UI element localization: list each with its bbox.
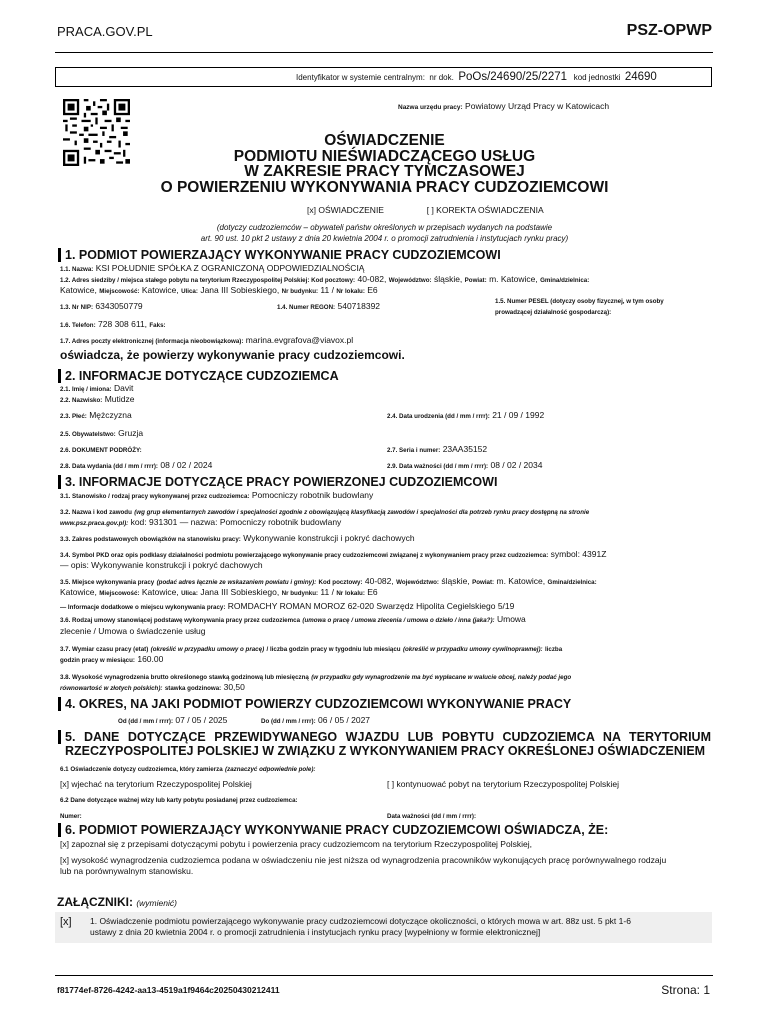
issue-date-value: 08 / 02 / 2024 [160,460,213,470]
hours-label: 3.7. Wymiar czasu pracy (etat) [60,646,149,653]
contract-label: 3.6. Rodzaj umowy stanowiącej podstawę wykonywania pracy przez cudzoziemca [60,617,301,624]
nip-row [60,301,143,313]
additional-info-row [60,601,514,613]
occupation-value: kod: 931301 — nazwa: Pomocniczy robotnik budowlany [130,517,342,527]
employer-name-value: KSI POŁUDNIE SPÓŁKA Z OGRANICZONĄ ODPOWIEDZIALNOŚCIĄ [95,263,365,273]
statement-type [307,205,544,215]
issue-date-label: 2.8. Data wydania (dd / mm / rrrr): [60,463,158,470]
hours-row-2 [60,654,163,666]
expiry-label: 2.9. Data ważności (dd / mm / rrrr): [387,463,489,470]
form-code: PSZ-OPWP [626,22,712,39]
title-line-4: O POWIERZENIU WYKONYWANIA PRACY CUDZOZIEMCOWI [160,178,609,196]
wp-postal: 40-082, [364,576,394,586]
surname-row [60,394,134,406]
contract-hint: (umowa o pracę / umowa zlecenia / umowa o dzieło / inna (jaka?): [302,617,495,624]
section-4-title: 4. OKRES, NA JAKI PODMIOT POWIERZY CUDZOZIEMCOWI WYKONYWANIE PRACY [58,697,571,711]
postal-code: 40-082, [357,274,387,284]
commune: Katowice, [60,285,97,295]
unit-label: Nr lokalu: [336,288,365,295]
top-divider [55,52,713,53]
hours-value: 160.00 [137,654,164,664]
wage-hint: (w przypadku gdy wynagrodzenie ma być wypłacane w walucie obcej, należy podać jego [311,674,572,681]
wp-county: m. Katowice, [496,576,546,586]
pkd-row-2: — opis: Wykonywanie konstrukcji i pokryć dachowych [60,560,263,570]
kod-value: 24690 [624,71,657,83]
citizenship-label: 2.5. Obywatelstwo: [60,431,116,438]
wp-voivodeship-label: Województwo: [396,579,439,586]
period-from-value: 07 / 05 / 2025 [175,715,228,725]
wp-voivodeship: śląskie, [441,576,470,586]
entry-question-label: 6.1 Oświadczenie dotyczy cudzoziemca, który zamierza [60,766,223,773]
title-line-2: PODMIOTU NIEŚWIADCZĄCEGO USŁUG [233,147,536,165]
wp-unit-label: Nr lokalu: [336,590,365,597]
pkd-value: symbol: 4391Z [550,549,607,559]
section-6-title: 6. PODMIOT POWIERZAJĄCY WYKONYWANIE PRACY CUDZOZIEMCOWI OŚWIADCZA, ŻE: [58,823,608,837]
birthdate-label: 2.4. Data urodzenia (dd / mm / rrrr): [387,413,490,420]
kod-label: kod jednostki [573,73,621,82]
wp-county-label: Powiat: [472,579,495,586]
wp-building: 11 / [320,587,334,597]
bottom-divider [55,975,713,976]
id-label: Identyfikator w systemie centralnym: [296,73,425,82]
birthdate-value: 21 / 09 / 1992 [492,410,545,420]
declaration-2-cont: lub na porównywalnym stanowisku. [60,866,194,876]
employer-address-row-2 [60,285,378,297]
sex-row [60,410,132,422]
attachment-line-2: ustawy z dnia 20 kwietnia 2004 r. o promocji zatrudnienia i instytucjach rynku pracy [wypełniony w formie elektronicznej] [90,927,541,937]
period-to-row [261,715,370,727]
section-5-title-line-2: RZECZYPOSPOLITEJ POLSKIEJ W ZWIĄZKU Z WYKONYWANIEM PRACY OKREŚLONEJ OŚWIADCZENIEM [65,744,706,758]
nip-label: 1.3. Nr NIP: [60,304,94,311]
attachments-hint: (wymienić) [136,898,177,908]
pesel-label-2: prowadzącej działalność gospodarczą): [495,309,612,316]
travel-doc-label: 2.6. DOKUMENT PODRÓŻY: [60,447,142,454]
entry-question-row [60,763,315,775]
legal-note-line-2: art. 90 ust. 10 pkt 2 ustawy z dnia 20 kwietnia 2004 r. o promocji zatrudnienia i instytucjach rynku pracy) [200,233,569,243]
site-name: PRACA.GOV.PL [57,24,153,39]
visa-row [60,794,298,806]
position-label: 3.1. Stanowisko / rodzaj pracy wykonywanej przez cudzoziemca: [60,493,250,500]
attachments-heading [57,895,177,909]
occupation-hint: (wg grup elementarnych zawodów i specjalności zgodnie z obowiązującą klasyfikacją zawodów i specjalności dla potrzeb rynku pracy dostępną na stronie [134,509,590,516]
attachment-text [90,916,710,938]
qr-code-icon [63,99,130,166]
option-continue[interactable]: [ ] kontynuować pobyt na terytorium Rzeczypospolitej Polskiej [387,779,619,789]
series-label: 2.7. Seria i numer: [387,447,441,454]
occupation-row-2 [60,517,341,529]
document-hash: f81774ef-8726-4242-aa13-4519a1f9464c20250430212411 [57,985,280,995]
wp-locality: Katowice, [141,587,179,597]
period-to-label: Do (dd / mm / rrrr): [261,718,316,725]
title-line-3: W ZAKRESIE PRACY TYMCZASOWEJ [244,163,525,180]
sex-label: 2.3. Płeć: [60,413,87,420]
attachments-title: ZAŁĄCZNIKI: [57,895,133,909]
visa-number-label: Numer: [60,813,82,820]
email-label: 1.7. Adres poczty elektronicznej (informacja nieobowiązkowa): [60,338,244,345]
id-box [55,67,712,87]
first-name-value: Davit [113,383,134,393]
section-3-title: 3. INFORMACJE DOTYCZĄCE PRACY POWIERZONEJ CUDZOZIEMCOWI [58,475,497,489]
visa-label: 6.2 Dane dotyczące ważnej wizy lub karty pobytu posiadanej przez cudzoziemca: [60,797,298,804]
office-field [398,101,609,111]
check-correction: [ ] KOREKTA OŚWIADCZENIA [426,205,544,215]
issue-date-row [60,460,212,472]
hours-hint-2: (określić w przypadku umowy cywilnoprawnej): [402,646,543,653]
wage-value: 30,50 [223,682,245,692]
voivodeship-label: Województwo: [388,277,432,284]
pesel-label-1: 1.5. Numer PESEL (dotyczy osoby fizycznej, w tym osoby [495,298,664,305]
entry-question-hint: (zaznaczyć odpowiednie pole): [225,766,316,773]
visa-number-row [60,810,82,822]
locality-label: Miejscowość: [99,288,140,295]
legal-note [150,223,619,244]
legal-note-line-1: (dotyczy cudzoziemców – obywateli państw określonych w przepisach wydanych na podstawie [216,223,553,232]
attachment-mark: [x] [60,916,72,928]
citizenship-value: Gruzja [118,428,144,438]
wp-postal-label: Kod pocztowy: [318,579,363,586]
citizenship-row [60,428,143,440]
locality: Katowice, [141,285,179,295]
office-label: Nazwa urzędu pracy: [398,104,463,111]
additional-info-label: — Informacje dodatkowe o miejscu wykonywania pracy: [60,604,226,611]
regon-value: 540718392 [337,301,381,311]
phone-label: 1.6. Telefon: [60,322,96,329]
duties-value: Wykonywanie konstrukcji i pokryć dachowych [243,533,415,543]
contract-row-2: zlecenie / Umowa o świadczenie usług [60,626,206,636]
office-value: Powiatowy Urząd Pracy w Katowicach [465,101,610,111]
wage-label-2: stawka godzinowa: [164,685,222,692]
unit: E6 [367,285,378,295]
sex-value: Mężczyzna [89,410,132,420]
expiry-value: 08 / 02 / 2034 [490,460,543,470]
pesel-row [495,296,664,318]
period-from-label: Od (dd / mm / rrrr): [118,718,174,725]
fax-label: Faks: [149,322,166,329]
phone-row [60,319,166,331]
occupation-label: 3.2. Nazwa i kod zawodu [60,509,132,516]
county: m. Katowice, [489,274,538,284]
hours-label-2: / liczba godzin pracy w tygodniu lub miesiącu [266,646,401,653]
email-row [60,335,353,347]
title-line-1: OŚWIADCZENIE [324,132,445,149]
county-label: Powiat: [464,277,487,284]
hours-hint: (określić w przypadku umowy o pracę) [150,646,265,653]
section-1-title: 1. PODMIOT POWIERZAJĄCY WYKONYWANIE PRACY CUDZOZIEMCOWI [58,248,501,262]
first-name-label: 2.1. Imię / imiona: [60,386,112,393]
attachment-line-1: 1. Oświadczenie podmiotu powierzającego wykonywanie pracy cudzoziemcowi dotyczące okoliczności, o których mowa w art. 88z ust. 5 pkt 1-6 [90,916,631,926]
section-2-title: 2. INFORMACJE DOTYCZĄCE CUDZOZIEMCA [58,369,339,383]
wp-street-label: Ulica: [181,590,198,597]
wage-hint-2: równowartość w złotych polskich): [60,685,163,692]
occupation-hint-2: www.psz.praca.gov.pl): [60,520,129,527]
declares-line: oświadcza, że powierzy wykonywanie pracy cudzoziemcowi. [60,348,405,362]
street: Jana III Sobieskiego, [200,285,280,295]
series-value: 23AA35152 [442,444,488,454]
workplace-hint: (podać adres łącznie ze wskazaniem powiatu i gminy): [156,579,317,586]
email-value: marina.evgrafova@viavox.pl [245,335,354,345]
period-from-row [118,715,227,727]
contract-row-1 [60,614,526,626]
voivodeship: śląskie, [433,274,463,284]
wp-unit: E6 [367,587,378,597]
contract-value: Umowa [496,614,526,624]
wage-label: 3.8. Wysokość wynagrodzenia brutto określonego stawką godzinową lub miesięczną [60,674,309,681]
position-row [60,490,373,502]
workplace-label: 3.5. Miejsce wykonywania pracy [60,579,155,586]
building-label: Nr budynku: [281,288,319,295]
wp-commune-label: Gmina/dzielnica: [547,579,597,586]
additional-info-value: ROMDACHY ROMAN MOROZ 62-020 Swarzędz Hipolita Cegielskiego 5/19 [227,601,515,611]
wage-row-2 [60,682,245,694]
page-number: Strona: 1 [661,983,710,997]
document-title [150,133,619,195]
duties-label: 3.3. Zakres podstawowych obowiązków na stanowisku pracy: [60,536,241,543]
hours-label-4: godzin pracy w miesiącu: [60,657,135,664]
option-enter[interactable]: [x] wjechać na terytorium Rzeczypospolitej Polskiej [60,779,252,789]
section-5-title-line-1: 5. DANE DOTYCZĄCE PRZEWIDYWANEGO WJAZDU LUB POBYTU CUDZOZIEMCA NA TERYTORIUM [65,730,711,744]
wp-commune: Katowice, [60,587,97,597]
series-row [387,444,487,456]
nr-dok-label: nr dok. [429,73,454,82]
regon-row [277,301,380,313]
street-label: Ulica: [181,288,198,295]
wp-locality-label: Miejscowość: [99,590,140,597]
commune-label: Gmina/dzielnica: [540,277,590,284]
wp-building-label: Nr budynku: [281,590,319,597]
period-to-value: 06 / 05 / 2027 [318,715,371,725]
regon-label: 1.4. Numer REGON: [277,304,336,311]
wp-street: Jana III Sobieskiego, [200,587,280,597]
declaration-2: [x] wysokość wynagrodzenia cudzoziemca podana w oświadczeniu nie jest niższa od wynagrodzenia pracowników wykonujących pracę porównywalnego rodzaju [60,855,667,865]
employer-name-label: 1.1. Nazwa: [60,266,94,273]
birthdate-row [387,410,544,422]
pkd-label: 3.4. Symbol PKD oraz opis podklasy działalności podmiotu powierzającego wykonywanie pracy cudzoziemcowi związanej z wykonywaniem pracy przez cudzoziemca: [60,552,549,559]
visa-expiry-row [387,810,476,822]
visa-expiry-label: Data ważności (dd / mm / rrrr): [387,813,477,820]
surname-value: Mutidze [104,394,135,404]
hours-label-3: liczba [544,646,563,653]
position-value: Pomocniczy robotnik budowlany [251,490,374,500]
nip-value: 6343050779 [95,301,143,311]
section-5-title [58,730,711,744]
check-statement: [x] OŚWIADCZENIE [307,205,384,215]
phone-value: 728 308 611, [98,319,148,329]
nr-dok-value: PoOs/24690/25/2271 [458,71,568,83]
workplace-row-2 [60,587,378,599]
building: 11 / [320,285,334,295]
declaration-1: [x] zapoznał się z przepisami dotyczącymi pobytu i powierzenia pracy cudzoziemcom na terytorium Rzeczypospolitej Polskiej, [60,839,532,849]
surname-label: 2.2. Nazwisko: [60,397,103,404]
expiry-row [387,460,542,472]
travel-doc-row [60,444,142,456]
duties-row [60,533,415,545]
address-label: 1.2. Adres siedziby / miejsca stałego pobytu na terytorium Rzeczypospolitej Polskiej: Kod pocztowy: [60,277,356,284]
